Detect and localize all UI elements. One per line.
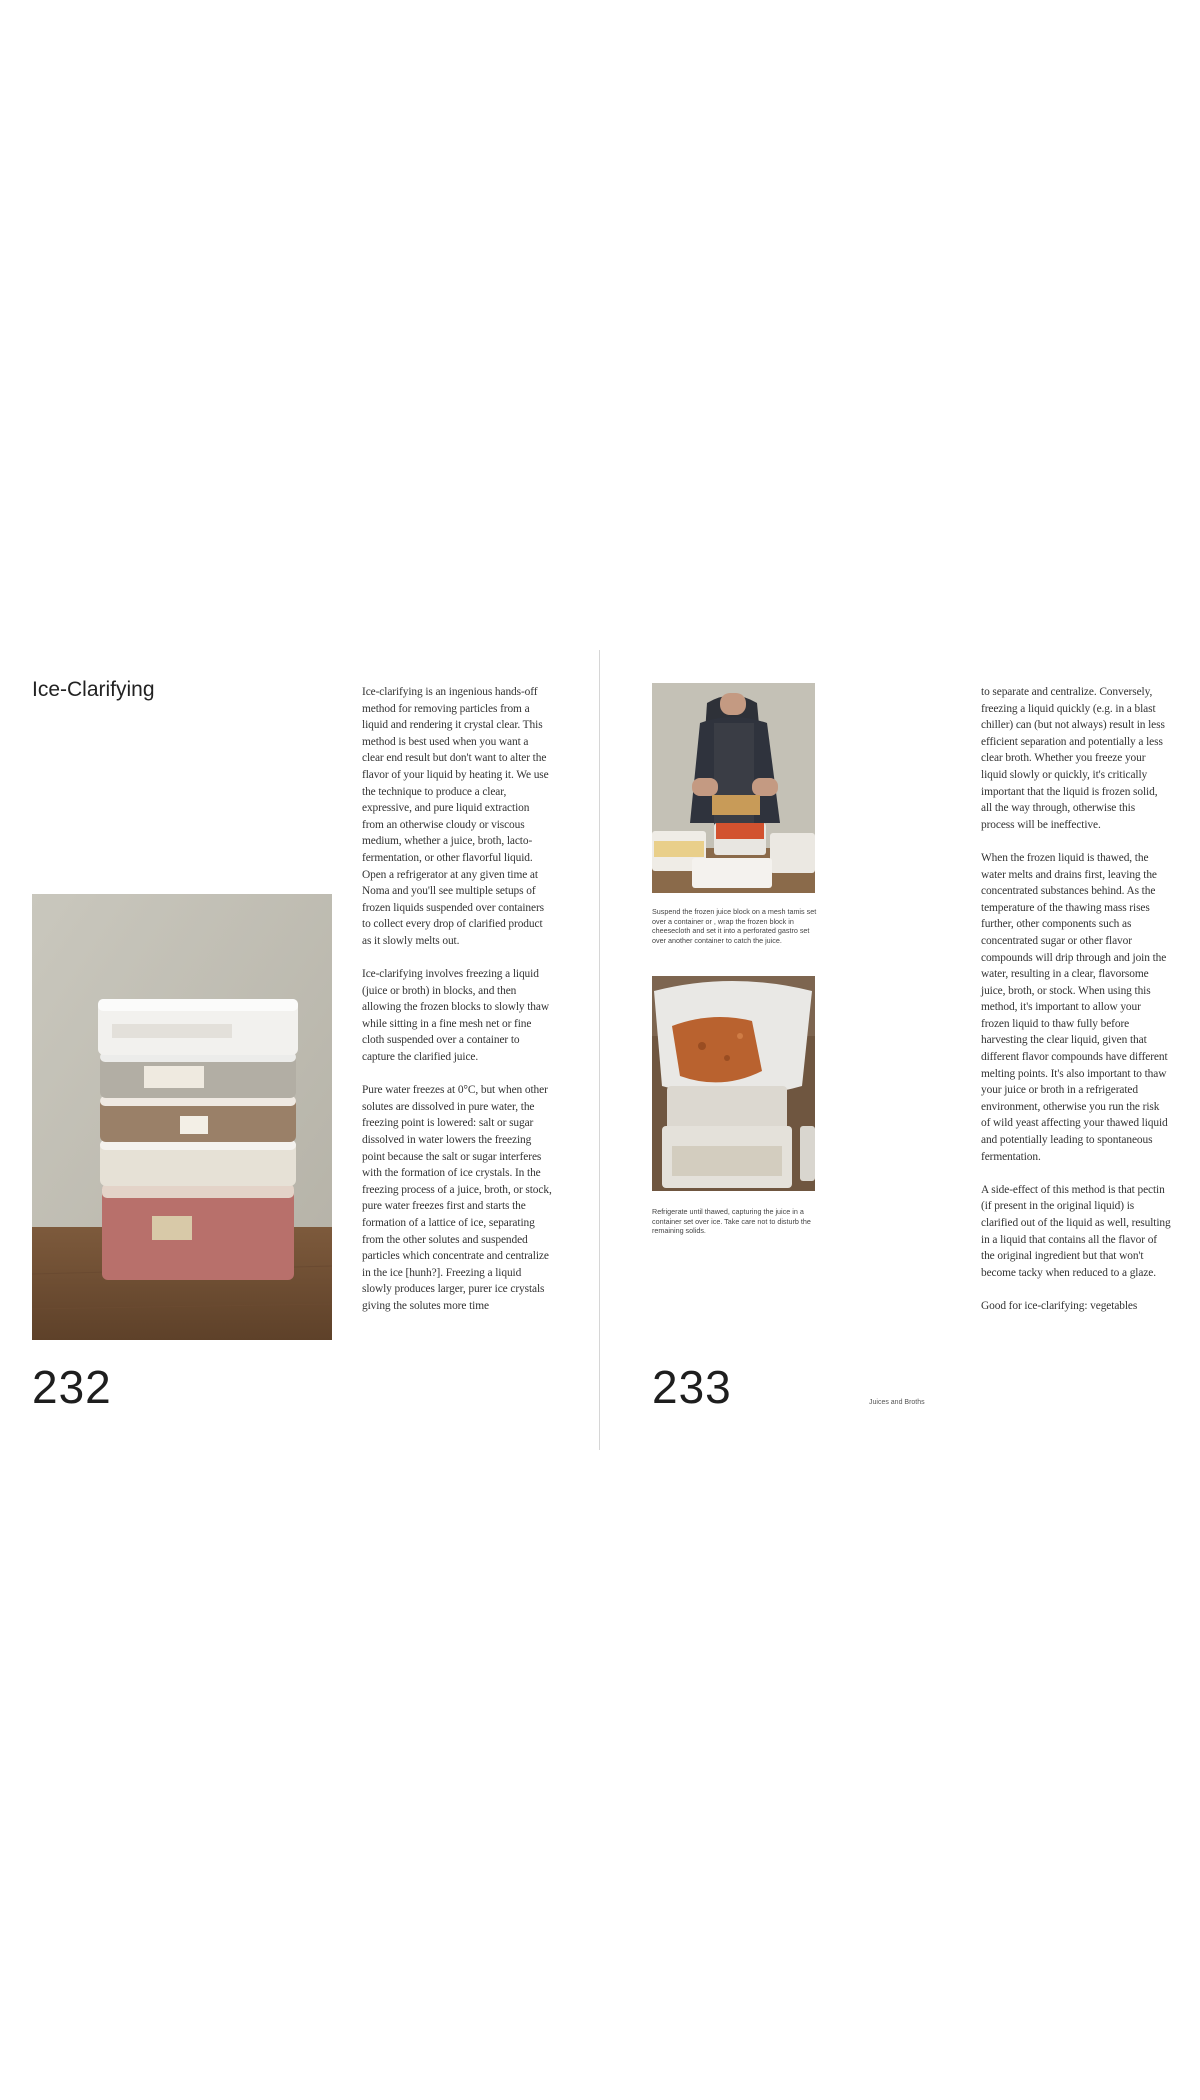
body-paragraph: Pure water freezes at 0°C, but when other solutes are dissolved in pure water, the freezing point is lowered: salt or sugar dissolved in water lowers the freezing point because the salt or sugar interferes with the formation of ice crystals. In the freezing process of a juice, broth, or stock, pure water freezes first and starts the formation of a lattice of ice, separating from the other solutes and suspended particles which concentrate and centralize in the ice [hunh?]. Freezing a liquid slowly produces larger, purer ice crystals giving the solutes more time [362,1084,552,1312]
body-paragraph: to separate and centralize. Conversely, freezing a liquid quickly (e.g. in a blast chiller) can (but not always) result in less efficient separation and potentially a less clear broth. Whether you freeze your liquid slowly or quickly, it's critically important that the liquid is frozen solid, all the way through, otherwise this process will be ineffective. [981,686,1165,831]
thawing-block-in-cloth-photo [652,976,815,1191]
body-paragraph: Ice-clarifying involves freezing a liquid (juice or broth) in blocks, and then allowing the frozen blocks to slowly thaw while sitting in a fine mesh net or fine cloth suspended over a container to capture the clarified juice. [362,968,549,1064]
book-spread [0,650,1200,1450]
page-number-right: 233 [652,1361,732,1413]
photo-caption: Suspend the frozen juice block on a mesh tamis set over a container or , wrap the frozen block in cheesecloth and set it into a perforated gastro set over another container to catch the juice. [652,907,817,945]
body-paragraph: A side-effect of this method is that pectin (if present in the original liquid) is clarified out of the liquid as well, resulting in a liquid that contains all the flavor of the original ingredient but that won't become tacky when reduced to a glaze. [981,1183,1171,1279]
body-paragraph: Good for ice-clarifying: vegetables [981,1299,1138,1312]
page-title: Ice-Clarifying [32,678,155,701]
chef-frozen-block-photo [652,683,815,893]
page-number-left: 232 [32,1361,112,1413]
stacked-containers-photo [32,894,332,1340]
running-head: Juices and Broths [869,1399,925,1406]
left-body-text [362,684,552,1331]
body-paragraph: Ice-clarifying is an ingenious hands-off method for removing particles from a liquid and rendering it crystal clear. This method is best used when you want a clear end result but don't want to alter the flavor of your liquid by heating it. We use the technique to produce a clear, expressive, and pure liquid extraction from an otherwise cloudy or viscous medium, whether a juice, broth, lacto-fermentation, or other flavorful liquid. Open a refrigerator at any given time at Noma and you'll see multiple setups of frozen liquids suspended over containers to collect every drop of clarified product as it slowly melts out. [362,686,549,947]
right-body-text [981,684,1171,1331]
spine-divider [599,650,600,1450]
photo-caption: Refrigerate until thawed, capturing the juice in a container set over ice. Take care not to disturb the remaining solids. [652,1207,811,1236]
body-paragraph: When the frozen liquid is thawed, the water melts and drains first, leaving the concentrated substances behind. As the temperature of the thawing mass rises further, other components such as concentrated sugar or other flavor compounds will drip through and join the water, resulting in a clear, flavorsome juice, broth, or stock. When using this method, it's important to allow your frozen liquid to thaw fully before harvesting the clear liquid, given that different flavor compounds have different melting points. It's also important to thaw your juice or broth in a refrigerated environment, otherwise you run the risk of wild yeast affecting your thawed liquid and potentially leading to spontaneous fermentation. [981,851,1168,1163]
